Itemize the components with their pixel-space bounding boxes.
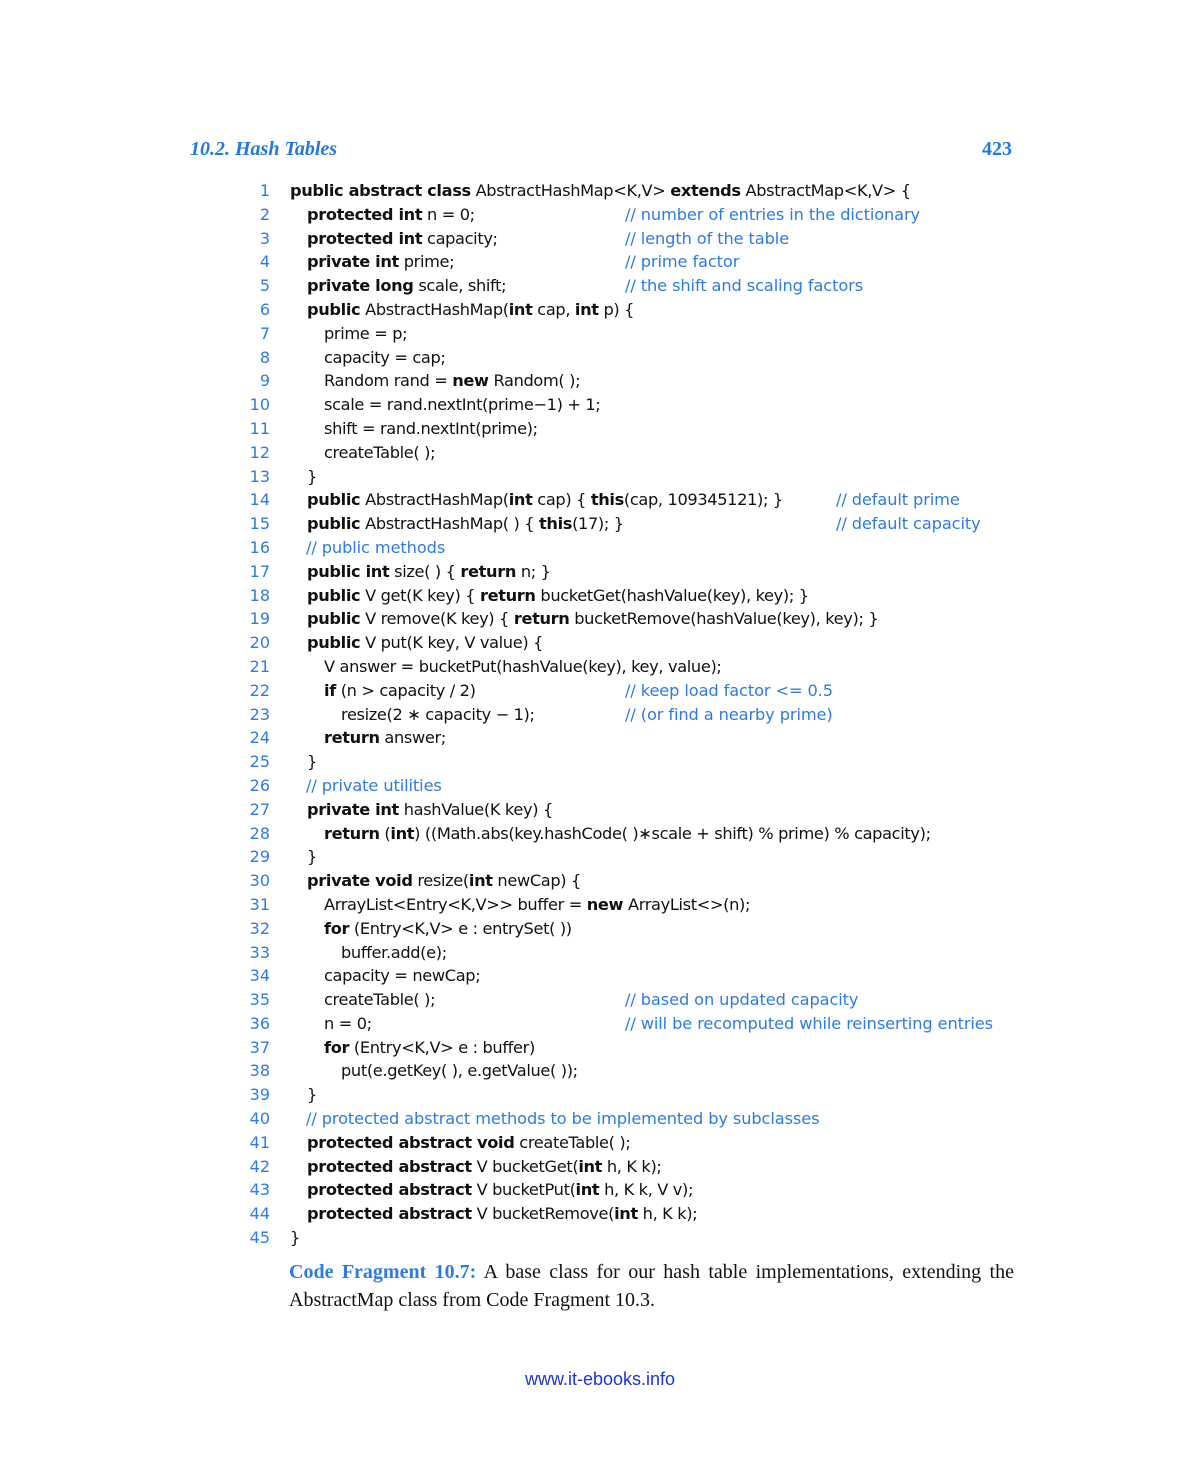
code-token: (Entry<K,V> e : buffer) [349,1037,535,1057]
keyword: this [539,514,573,534]
code-listing [240,179,1040,1250]
line-number: 1 [259,181,270,200]
line-number: 43 [249,1180,270,1200]
line-number: 38 [249,1061,270,1081]
code-token: put(e.getKey( ), e.getValue( )); [341,1061,578,1081]
code-line [240,726,1040,750]
code-token: n; } [516,561,551,581]
keyword: int [614,1204,638,1224]
line-number: 2 [259,204,270,224]
code-line [240,845,1040,869]
code-line [240,298,1040,322]
line-number: 14 [249,490,270,510]
code-text [307,584,809,608]
code-token: p) { [598,299,635,319]
code-text [324,726,446,750]
keyword: protected int [307,204,423,224]
keyword: protected abstract [307,1204,472,1224]
code-token: V put(K key, V value) { [360,633,544,653]
line-number: 13 [249,466,270,486]
code-line [240,465,1040,489]
code-token: } [307,847,317,867]
keyword: int [508,490,533,510]
code-text [307,845,317,869]
code-text [324,346,446,370]
code-token: V get(K key) { [360,585,480,605]
line-number: 28 [249,823,270,843]
line-number: 39 [249,1085,270,1105]
code-line [240,964,1040,988]
code-text [290,179,911,203]
code-line [240,560,1040,584]
line-number: 32 [249,918,270,938]
keyword: protected abstract [307,1156,472,1176]
code-line [240,322,1040,346]
code-text [324,822,931,846]
code-comment: // length of the table [625,228,790,248]
code-text [307,1131,631,1155]
keyword: for [324,918,350,938]
line-number: 4 [259,252,270,272]
keyword: private int [307,252,399,272]
code-token: (Entry<K,V> e : entrySet( )) [349,918,572,938]
code-token: createTable( ); [324,990,436,1010]
code-token: Random rand = [324,371,453,391]
keyword: private void [307,871,413,891]
code-line [240,441,1040,465]
code-line [240,1155,1040,1179]
line-number: 3 [259,228,270,248]
code-text [307,1155,662,1179]
line-number: 23 [249,704,270,724]
code-line [240,1131,1040,1155]
code-token: AbstractHashMap( [360,299,509,319]
caption-label: Code Fragment 10.7: [289,1261,477,1283]
line-number: 5 [259,276,270,296]
code-token: cap) { [532,490,591,510]
code-line [240,1226,1040,1250]
code-line [240,1202,1040,1226]
code-line [240,750,1040,774]
keyword: public [307,633,361,653]
section-title: 10.2. Hash Tables [190,138,338,160]
keyword: return [479,585,536,605]
page-number: 423 [982,138,1012,160]
line-number: 15 [249,514,270,534]
line-number: 16 [249,537,270,557]
line-number: 6 [259,299,270,319]
code-token: ArrayList<>(n); [623,894,751,914]
running-header [190,138,1012,164]
keyword: new [452,371,489,391]
code-text [341,941,447,965]
line-number: 30 [249,871,270,891]
code-comment: // prime factor [625,252,740,272]
line-number: 31 [249,894,270,914]
code-text [324,679,476,703]
code-comment: // number of entries in the dictionary [625,204,921,224]
line-number: 27 [249,799,270,819]
code-text [324,988,435,1012]
keyword: int [578,1156,603,1176]
code-token: prime; [398,252,455,272]
line-number: 33 [249,942,270,962]
code-comment: // (or find a nearby prime) [625,704,833,724]
code-token: h, K k); [637,1204,698,1224]
code-comment: // based on updated capacity [625,990,859,1010]
code-line [240,203,1040,227]
code-line [240,1036,1040,1060]
figure-caption [289,1258,1014,1314]
line-number: 12 [249,442,270,462]
keyword: public [307,514,361,534]
keyword: protected abstract void [307,1132,515,1152]
code-text [307,227,498,251]
code-token: cap, [532,299,575,319]
keyword: int [468,871,493,891]
code-token: } [307,466,317,486]
code-text [307,488,783,512]
code-token: V bucketGet( [471,1156,579,1176]
code-comment: // private utilities [306,775,442,795]
code-line [240,417,1040,441]
code-token: resize(2 ∗ capacity − 1); [341,704,535,724]
line-number: 11 [249,418,270,438]
code-line [240,607,1040,631]
code-token: (17); } [572,514,624,534]
keyword: int [575,1180,600,1200]
line-number: 41 [249,1132,270,1152]
code-text [307,250,454,274]
code-line [240,1083,1040,1107]
code-token: createTable( ); [324,442,436,462]
line-number: 45 [249,1228,270,1248]
code-text [307,1083,317,1107]
code-line [240,227,1040,251]
keyword: public [307,299,361,319]
code-line [240,250,1040,274]
code-line [240,655,1040,679]
code-token: createTable( ); [514,1132,631,1152]
code-token: } [307,752,317,772]
code-text [324,441,435,465]
code-token: ArrayList<Entry<K,V>> buffer = [324,894,587,914]
line-number: 20 [249,633,270,653]
code-line [240,703,1040,727]
code-token: buffer.add(e); [341,942,447,962]
caption-text: A base class for our hash table implementations, extending the AbstractMap class from Code Fragment 10.3. [289,1261,1014,1311]
line-number: 35 [249,990,270,1010]
code-text [324,893,750,917]
code-comment: // default capacity [836,514,981,534]
code-text [307,798,553,822]
code-token: ( [379,823,391,843]
code-line [240,274,1040,298]
code-line [240,917,1040,941]
code-line [240,1107,1040,1131]
keyword: this [590,490,624,510]
line-number: 8 [259,347,270,367]
code-token: hashValue(K key) { [398,799,553,819]
line-number: 37 [249,1037,270,1057]
code-line [240,512,1040,536]
code-text [307,869,581,893]
code-line [240,679,1040,703]
keyword: private long [307,276,414,296]
code-text [324,393,600,417]
code-line [240,822,1040,846]
code-line [240,798,1040,822]
code-text [324,322,407,346]
code-token: scale, shift; [413,276,507,296]
code-token: V bucketPut( [471,1180,576,1200]
code-text [307,607,878,631]
line-number: 25 [249,752,270,772]
code-text [307,465,317,489]
keyword: return [324,823,380,843]
code-comment: // will be recomputed while reinserting entries [625,1013,993,1033]
code-text [307,631,543,655]
code-text [307,1178,693,1202]
code-line [240,1059,1040,1083]
line-number: 29 [249,847,270,867]
code-text [324,417,538,441]
keyword: public abstract class [290,181,471,200]
code-token: } [307,1085,317,1105]
keyword: public [307,490,361,510]
code-text [307,750,317,774]
keyword: public [307,585,361,605]
code-text [341,1059,578,1083]
code-line [240,179,1040,203]
code-comment: // default prime [836,490,960,510]
code-token: ) ((Math.abs(key.hashCode( )∗scale + shift) % prime) % capacity); [414,823,931,843]
code-token: answer; [379,728,446,748]
code-line [240,1012,1040,1036]
code-comment: // keep load factor <= 0.5 [625,680,833,700]
code-token: AbstractHashMap( ) { [360,514,540,534]
code-line [240,774,1040,798]
code-line [240,631,1040,655]
code-line [240,893,1040,917]
code-text [324,1036,535,1060]
keyword: int [574,299,599,319]
line-number: 7 [259,323,270,343]
code-line [240,988,1040,1012]
code-line [240,393,1040,417]
line-number: 21 [249,656,270,676]
code-comment: // public methods [306,537,446,557]
code-line [240,1178,1040,1202]
keyword: int [508,299,533,319]
line-number: 9 [259,371,270,391]
code-token: n = 0; [324,1013,372,1033]
keyword: extends [670,181,741,200]
code-token: prime = p; [324,323,408,343]
code-text [307,274,506,298]
code-text [307,1202,697,1226]
line-number: 44 [249,1204,270,1224]
keyword: private int [307,799,399,819]
code-token: resize( [412,871,469,891]
line-number: 36 [249,1013,270,1033]
line-number: 34 [249,966,270,986]
keyword: if [324,680,336,700]
code-token: V answer = bucketPut(hashValue(key), key, value); [324,656,722,676]
code-token: newCap) { [492,871,582,891]
code-text [324,655,722,679]
code-token: shift = rand.nextInt(prime); [324,418,538,438]
code-token: capacity = cap; [324,347,446,367]
code-line [240,869,1040,893]
line-number: 42 [249,1156,270,1176]
line-number: 17 [249,561,270,581]
code-token: scale = rand.nextInt(prime−1) + 1; [324,395,601,415]
footer-link[interactable]: www.it-ebooks.info [524,1369,676,1389]
keyword: int [390,823,415,843]
line-number: 40 [249,1109,270,1129]
code-token: } [290,1228,300,1248]
code-text [307,203,475,227]
code-text [307,560,551,584]
code-text [324,369,580,393]
code-token: V remove(K key) { [360,609,514,629]
code-token: bucketGet(hashValue(key), key); } [535,585,809,605]
code-line [240,488,1040,512]
code-token: AbstractMap<K,V> { [740,181,911,200]
code-line [240,584,1040,608]
code-token: capacity = newCap; [324,966,481,986]
line-number: 19 [249,609,270,629]
keyword: return [460,561,517,581]
code-token: bucketRemove(hashValue(key), key); } [569,609,879,629]
line-number: 22 [249,680,270,700]
line-number: 18 [249,585,270,605]
keyword: new [586,894,624,914]
line-number: 26 [249,775,270,795]
code-line [240,536,1040,560]
code-line [240,941,1040,965]
code-token: (n > capacity / 2) [335,680,476,700]
code-text [341,703,535,727]
keyword: return [324,728,380,748]
code-text [307,298,634,322]
code-text [324,917,572,941]
code-token: V bucketRemove( [471,1204,615,1224]
code-token: n = 0; [422,204,475,224]
keyword: return [513,609,570,629]
keyword: public int [307,561,390,581]
line-number: 10 [249,395,270,415]
keyword: for [324,1037,350,1057]
footer [0,1369,1200,1390]
code-comment: // the shift and scaling factors [625,276,864,296]
code-token: h, K k, V v); [599,1180,694,1200]
code-token: size( ) { [389,561,461,581]
code-text [290,1226,300,1250]
code-token: Random( ); [488,371,581,391]
code-text [324,964,480,988]
code-line [240,369,1040,393]
code-text [307,512,624,536]
keyword: protected abstract [307,1180,472,1200]
code-line [240,346,1040,370]
code-comment: // protected abstract methods to be implemented by subclasses [306,1109,820,1129]
code-token: AbstractHashMap( [360,490,509,510]
keyword: public [307,609,361,629]
code-token: h, K k); [602,1156,662,1176]
keyword: protected int [307,228,423,248]
code-token: capacity; [422,228,498,248]
code-token: AbstractHashMap<K,V> [470,181,671,200]
code-token: (cap, 109345121); } [623,490,783,510]
code-text [324,1012,372,1036]
line-number: 24 [249,728,270,748]
